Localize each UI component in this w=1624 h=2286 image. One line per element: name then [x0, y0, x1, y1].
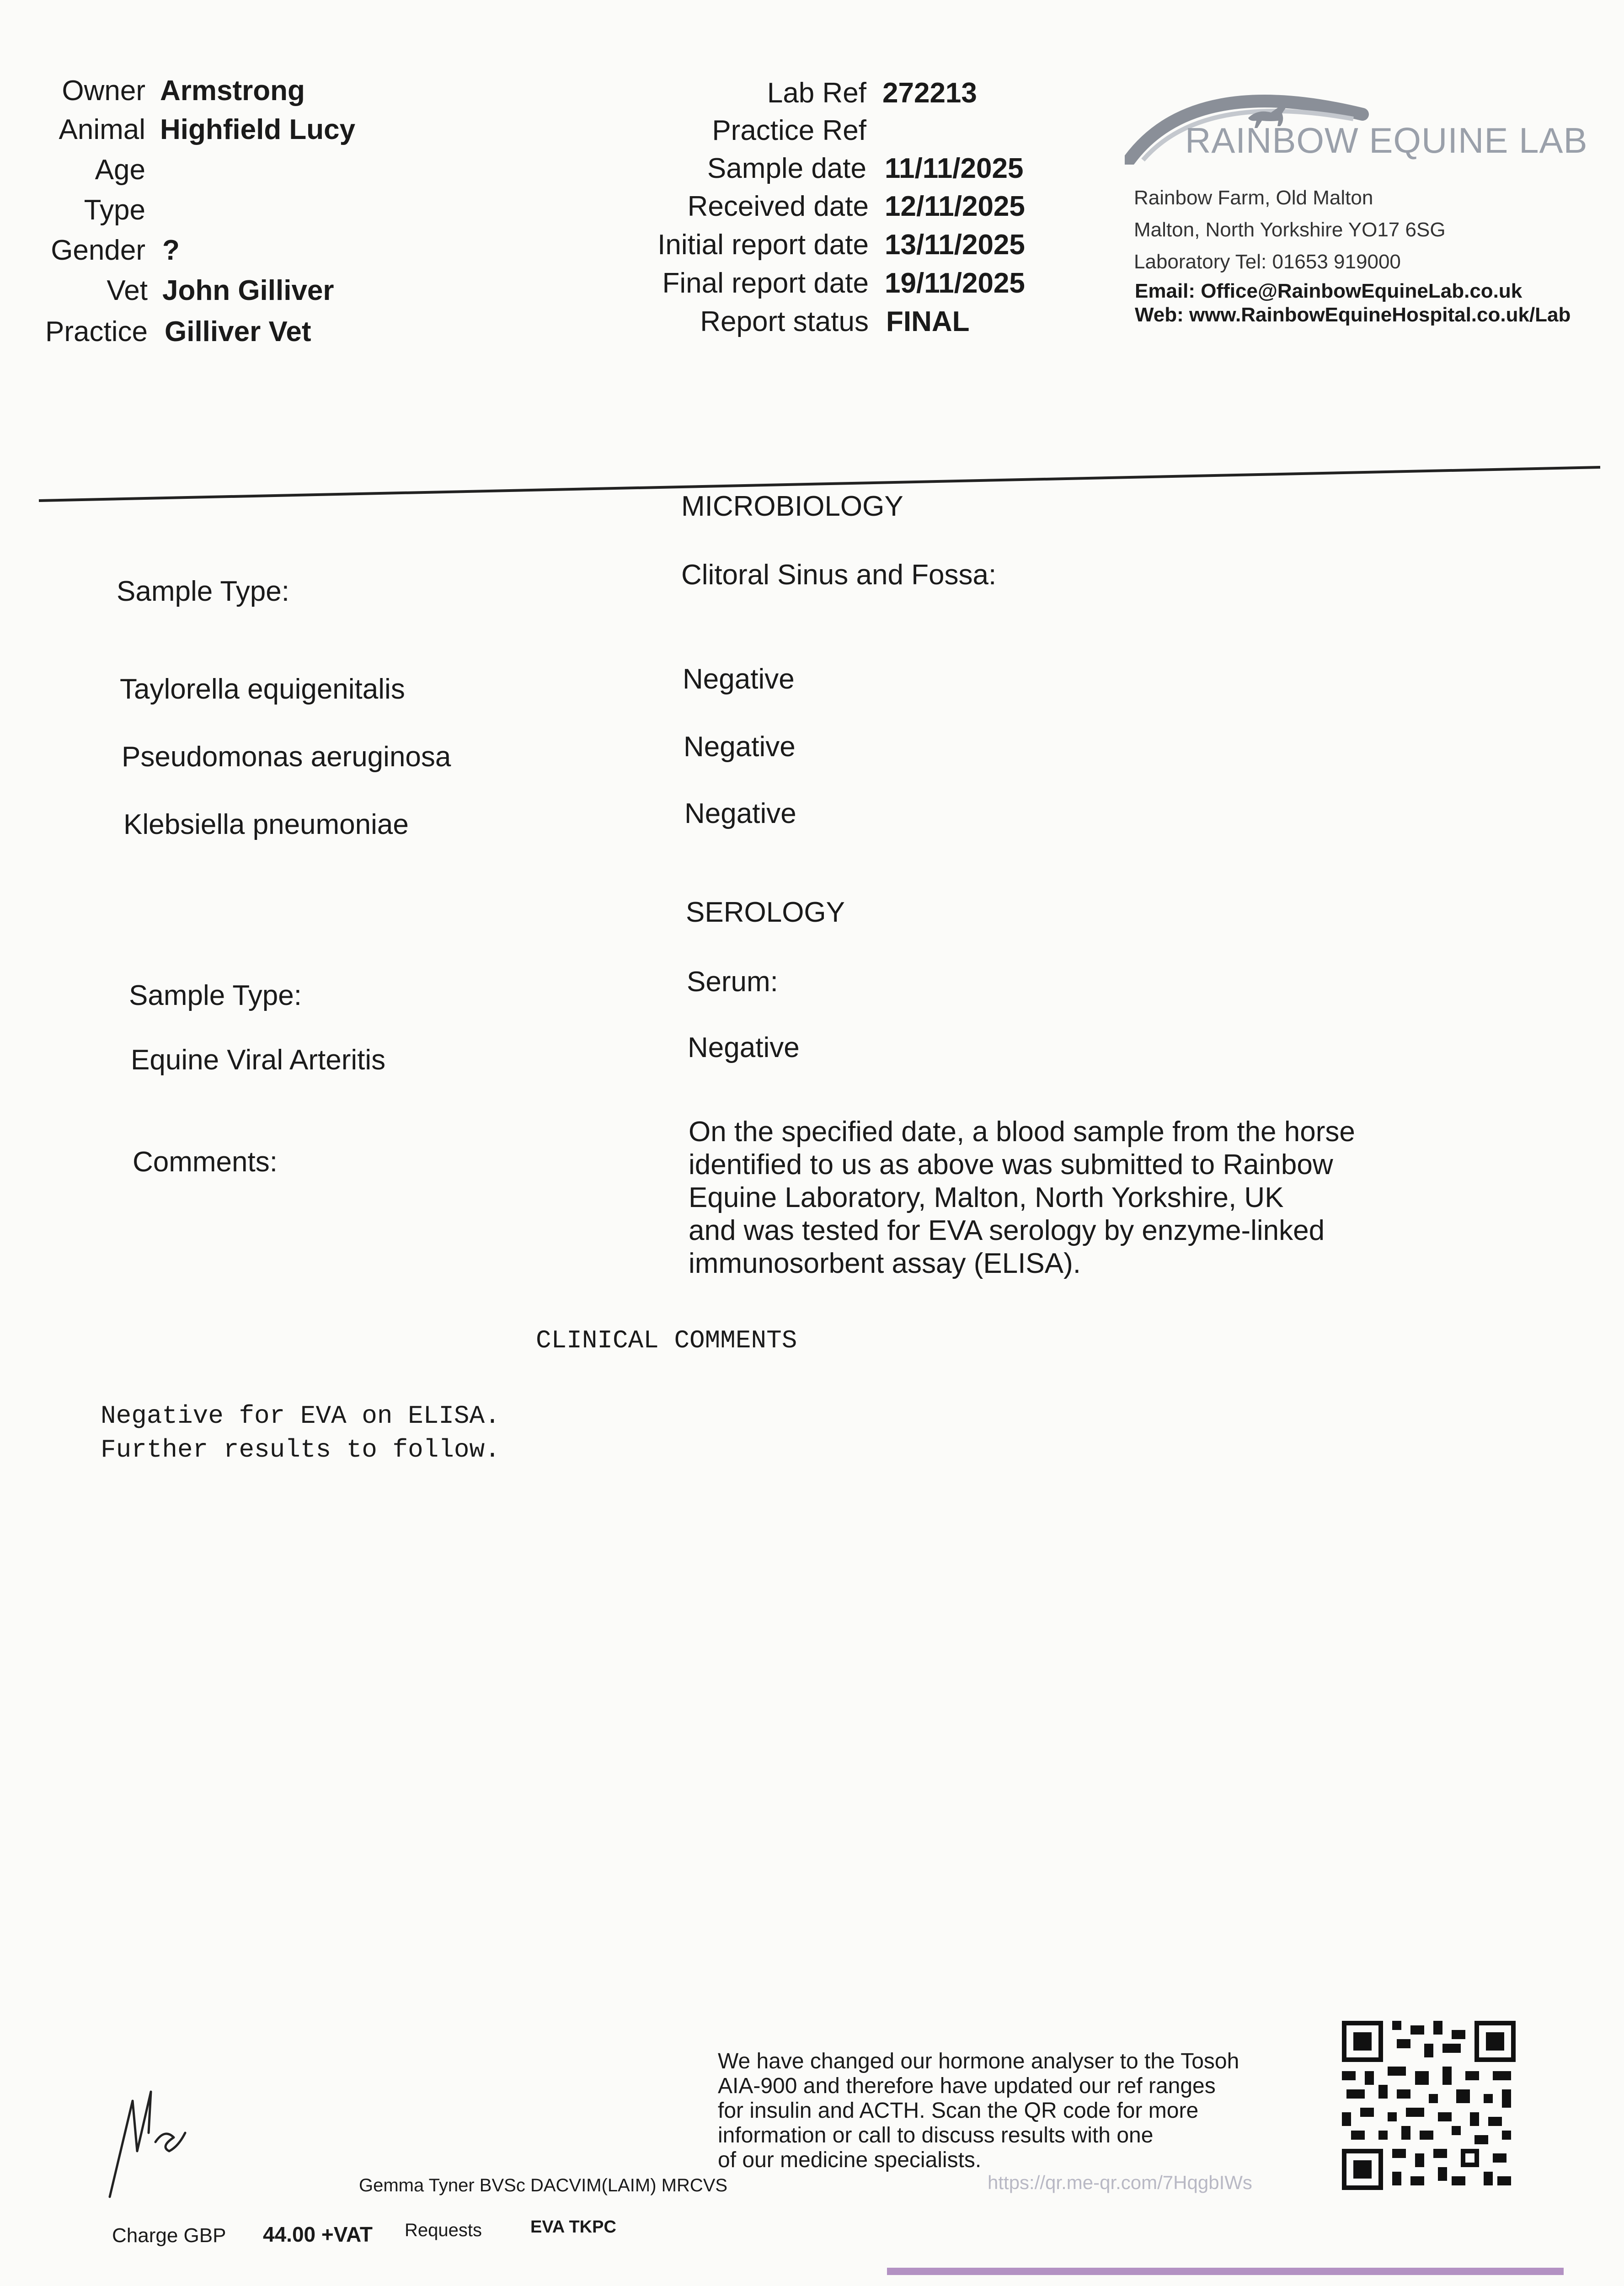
comments-line: and was tested for EVA serology by enzyme-linked — [689, 1215, 1325, 1246]
animal-label: Animal — [59, 114, 145, 145]
microbiology-heading: MICROBIOLOGY — [681, 491, 903, 522]
micro-test-name: Taylorella equigenitalis — [120, 673, 405, 705]
clinical-comment-line: Further results to follow. — [101, 1435, 500, 1464]
initial-report-value: 13/11/2025 — [885, 229, 1025, 261]
comments-text — [689, 1116, 1355, 1280]
comments-line: identified to us as above was submitted to Rainbow — [689, 1149, 1333, 1180]
notice-line: information or call to discuss results with one — [718, 2123, 1154, 2147]
sero-test-name: Equine Viral Arteritis — [131, 1044, 386, 1076]
serology-heading: SEROLOGY — [686, 897, 845, 928]
lab-website: Web: www.RainbowEquineHospital.co.uk/Lab — [1135, 304, 1571, 326]
report-status-label: Report status — [700, 306, 869, 337]
comments-line: Equine Laboratory, Malton, North Yorkshire, UK — [689, 1182, 1284, 1213]
notice-line: AIA-900 and therefore have updated our ref ranges — [718, 2074, 1216, 2098]
micro-test-result: Negative — [684, 731, 796, 763]
received-date-label: Received date — [687, 191, 869, 222]
qr-code-icon[interactable] — [1337, 2016, 1520, 2195]
animal-value: Highfield Lucy — [160, 114, 356, 145]
owner-label: Owner — [62, 75, 145, 107]
micro-sample-type-label: Sample Type: — [117, 576, 289, 607]
vet-label: Vet — [107, 275, 148, 306]
qr-url-link[interactable]: https://qr.me-qr.com/7HqgbIWs — [988, 2172, 1252, 2193]
vet-value: John Gilliver — [162, 275, 334, 306]
accent-bar — [887, 2268, 1564, 2275]
lab-ref-value: 272213 — [882, 77, 977, 109]
received-date-value: 12/11/2025 — [885, 191, 1025, 222]
initial-report-label: Initial report date — [657, 229, 869, 261]
lab-address-line-2: Malton, North Yorkshire YO17 6SG — [1134, 219, 1446, 241]
charge-label: Charge GBP — [112, 2224, 226, 2247]
sample-date-value: 11/11/2025 — [885, 153, 1024, 184]
notice-line: for insulin and ACTH. Scan the QR code for more — [718, 2099, 1199, 2123]
age-label: Age — [95, 154, 145, 186]
requests-value: EVA TKPC — [530, 2217, 616, 2237]
logo-text: RAINBOW EQUINE LAB — [1185, 120, 1588, 160]
notice-line: We have changed our hormone analyser to the Tosoh — [718, 2049, 1239, 2073]
lab-email: Email: Office@RainbowEquineLab.co.uk — [1135, 280, 1522, 302]
report-status-value: FINAL — [886, 306, 970, 337]
final-report-label: Final report date — [662, 267, 869, 299]
comments-label: Comments: — [133, 1146, 278, 1178]
lab-address-line-1: Rainbow Farm, Old Malton — [1134, 187, 1373, 209]
notice-line: of our medicine specialists. — [718, 2148, 982, 2172]
comments-line: On the specified date, a blood sample from the horse — [689, 1116, 1355, 1148]
sero-test-result: Negative — [688, 1032, 800, 1063]
lab-ref-label: Lab Ref — [767, 77, 866, 109]
micro-test-name: Pseudomonas aeruginosa — [122, 741, 451, 773]
owner-value: Armstrong — [160, 75, 305, 107]
micro-sample-type-value: Clitoral Sinus and Fossa: — [681, 559, 997, 591]
analyser-notice — [718, 2049, 1239, 2173]
clinical-comments-text — [101, 1399, 500, 1467]
sero-sample-type-value: Serum: — [687, 966, 778, 998]
micro-test-result: Negative — [683, 663, 795, 695]
comments-line: immunosorbent assay (ELISA). — [689, 1248, 1081, 1279]
type-label: Type — [84, 194, 145, 226]
practice-value: Gilliver Vet — [165, 316, 311, 347]
micro-test-result: Negative — [684, 798, 796, 829]
practice-ref-label: Practice Ref — [712, 115, 866, 146]
micro-test-name: Klebsiella pneumoniae — [123, 809, 409, 840]
requests-label: Requests — [405, 2220, 482, 2240]
gender-value: ? — [162, 235, 180, 266]
signatory-name: Gemma Tyner BVSc DACVIM(LAIM) MRCVS — [359, 2175, 728, 2195]
sero-sample-type-label: Sample Type: — [129, 980, 302, 1011]
signature-icon — [105, 2078, 197, 2201]
clinical-comment-line: Negative for EVA on ELISA. — [101, 1401, 500, 1431]
sample-date-label: Sample date — [707, 153, 866, 184]
lab-telephone: Laboratory Tel: 01653 919000 — [1134, 251, 1401, 273]
practice-label: Practice — [45, 316, 148, 347]
final-report-value: 19/11/2025 — [885, 267, 1025, 299]
gender-label: Gender — [51, 235, 145, 266]
charge-value: 44.00 +VAT — [263, 2222, 373, 2246]
clinical-comments-heading: CLINICAL COMMENTS — [536, 1326, 797, 1355]
